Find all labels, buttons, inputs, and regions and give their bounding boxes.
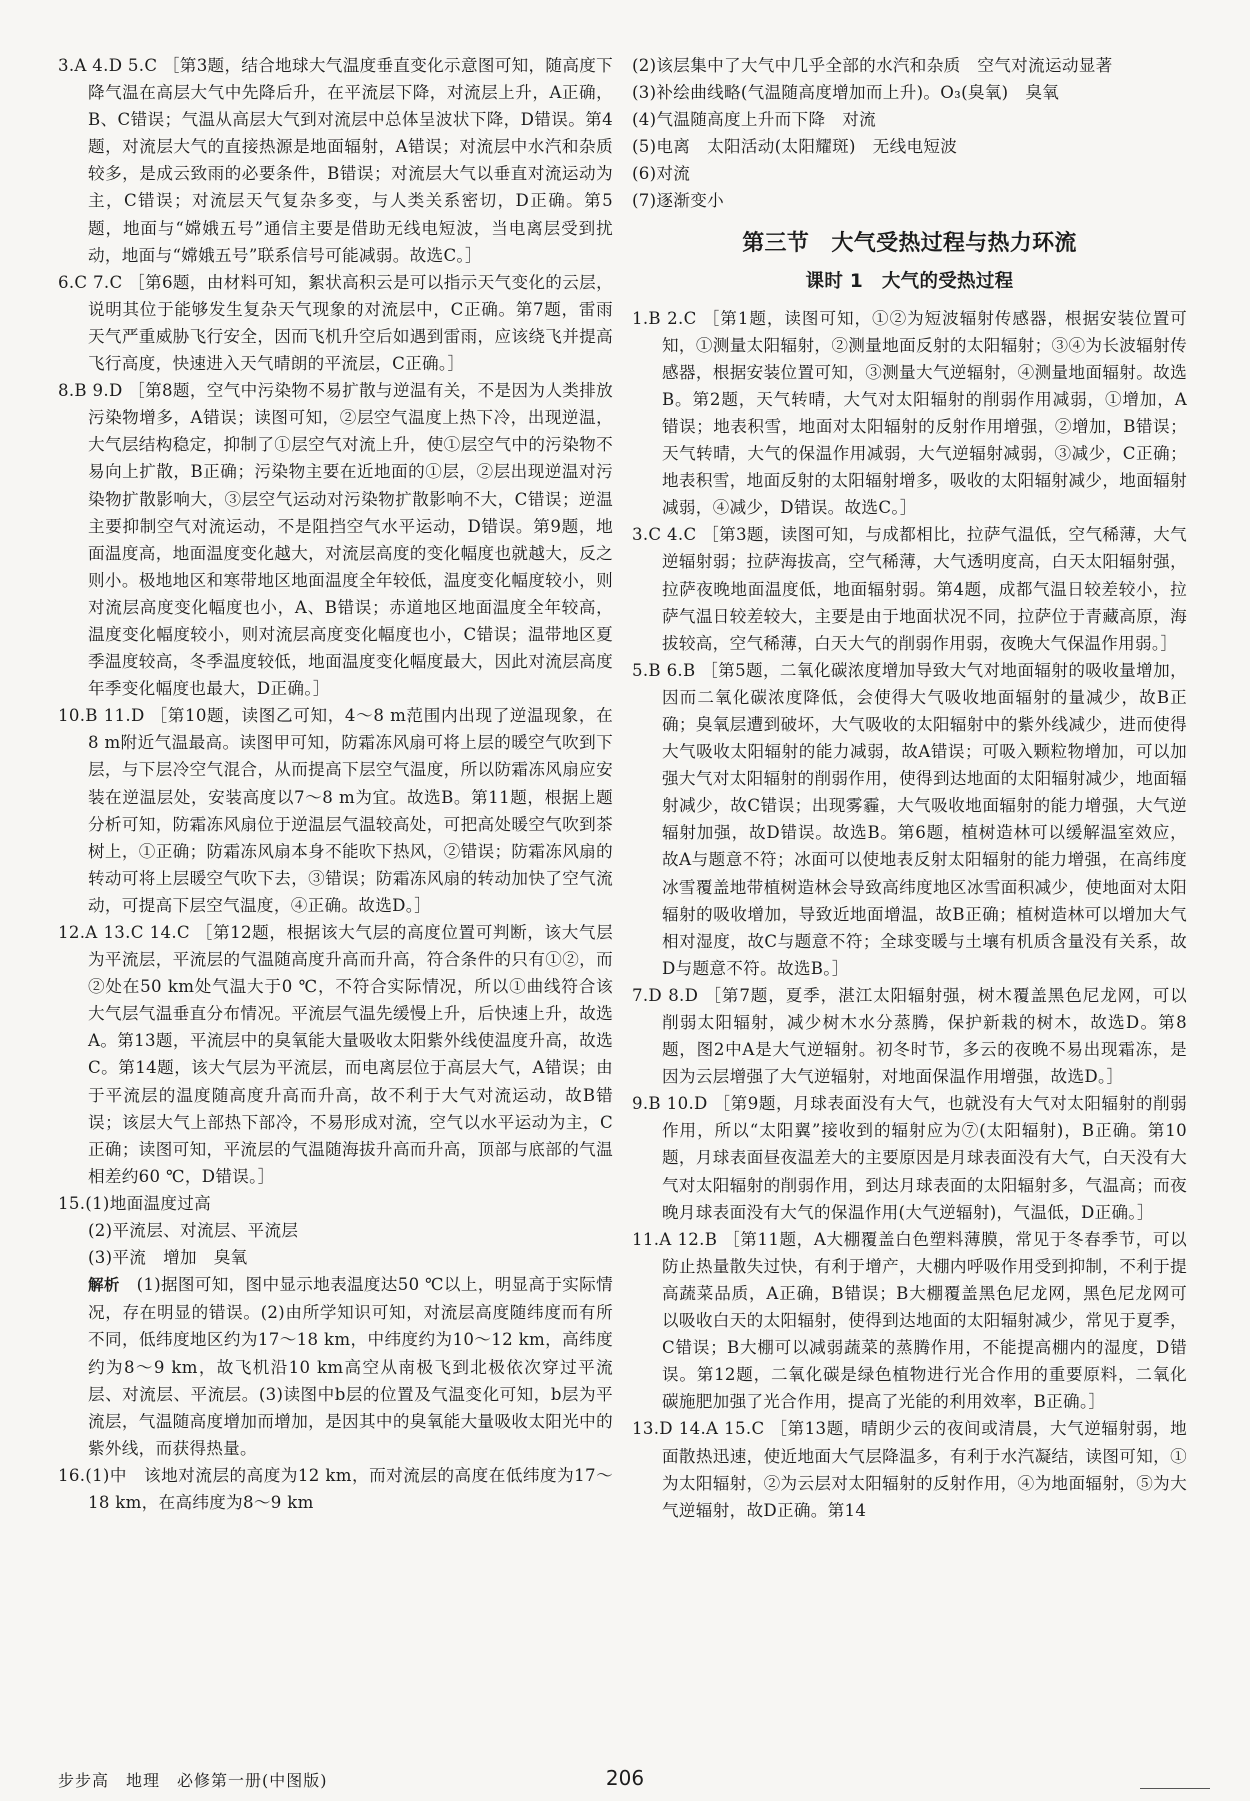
answer-item-5-6: 5.B 6.B ［第5题，二氧化碳浓度增加导致大气对地面辐射的吸收量增加，因而二氧化碳浓度降低，会使得大气吸收地面辐射的量减少，故B正确；臭氧层遭到破坏，大气吸收的太阳辐射中的紫外线减少，进而使得大气吸收太阳辐射的能力减弱，故A错误；可吸入颗粒物增加，可以加强大气对太阳辐射的削弱作用，使得到达地面的太阳辐射减少，地面辐射减少，故C错误；出现雾霾，大气吸收地面辐射的能力增强，大气逆辐射加强，故D错误。故选B。第6题，植树造林可以缓解温室效应，故A与题意不符；冰面可以使地表反射太阳辐射的能力增强，在高纬度冰雪覆盖地带植树造林会导致高纬度地区冰雪面积减少，使地面对太阳辐射的吸收增加，导致近地面增温，故B正确；植树造林可以增加大气相对湿度，故C与题意不符；全球变暖与土壤有机质含量没有关系，故D与题意不符。故选B。］ [632,660,1187,978]
answer-item-3-4: 3.C 4.C ［第3题，读图可知，与成都相比，拉萨气温低，空气稀薄，大气逆辐射弱；拉萨海拔高，空气稀薄，大气透明度高，白天太阳辐射强，拉萨夜晚地面温度低，地面辐射弱。第4题，成都气温日较差较小，拉萨气温日较差较大，主要是由于地面状况不同，拉萨位于青藏高原，海拔较高，空气稀薄，白天大气的削弱作用弱，夜晚大气保温作用弱。］ [632,525,1187,653]
answer-16-part-7: (7)逐渐变小 [632,191,724,211]
lesson-title: 课时 1 大气的受热过程 [805,270,1014,292]
answer-item-8-9: 8.B 9.D ［第8题，空气中污染物不易扩散与逆温有关，不是因为人类排放污染物增多，A错误；读图可知，②层空气温度上热下冷，出现逆温，大气层结构稳定，抑制了①层空气对流上升，使①层空气中的污染物不易向上扩散，B正确；污染物主要在近地面的①层，②层出现逆温对污染物扩散影响大，③层空气运动对污染物扩散影响不大，C错误；逆温主要抑制空气对流运动，不是阻挡空气水平运动，D错误。第9题，地面温度高，地面温度变化越大，对流层高度的变化幅度也就越大，反之则小。极地地区和寒带地区地面温度全年较低，温度变化幅度较小，则对流层高度变化幅度也小，A、B错误；赤道地区地面温度全年较高，温度变化幅度较小，则对流层高度变化幅度也小，C错误；温带地区夏季温度较高，冬季温度较低，地面温度变化幅度最大，因此对流层高度年季变化幅度也最大，D正确。］ [58,381,613,699]
right-column [632,52,1187,1524]
answer-item-3-5: 3.A 4.D 5.C ［第3题，结合地球大气温度垂直变化示意图可知，随高度下降气温在高层大气中先降后升，在平流层下降，对流层上升，A正确，B、C错误；气温从高层大气到对流层中总体呈波状下降，D错误。第4题，对流层大气的直接热源是地面辐射，A错误；对流层中水汽和杂质较多，是成云致雨的必要条件，B错误；对流层大气以垂直对流运动为主，C错误；对流层天气复杂多变，与人类关系密切，D正确。第5题，地面与“嫦娥五号”通信主要是借助无线电短波，当电离层受到扰动，地面与“嫦娥五号”联系信号可能减弱。故选C。］ [58,56,613,265]
answer-16-part-6: (6)对流 [632,164,691,184]
analysis-text: (1)据图可知，图中显示地表温度达50 ℃以上，明显高于实际情况，存在明显的错误。(2)由所学知识可知，对流层高度随纬度而有所不同，低纬度地区约为17～18 km，中纬度约为10～12 km，高纬度约为8～9 km，故飞机沿10 km高空从南极飞到北极依次穿过平流层、对流层、平流层。(3)读图中b层的位置及气温变化可知，b层为平流层，气温随高度增加而增加，是因其中的臭氧能大量吸收太阳光中的紫外线，而获得热量。 [88,1275,613,1458]
answer-16-part-2: (2)该层集中了大气中几乎全部的水汽和杂质 空气对流运动显著 [632,56,1113,75]
answer-item-6-7: 6.C 7.C ［第6题，由材料可知，絮状高积云是可以指示天气变化的云层，说明其位于能够发生复杂天气现象的对流层中，C正确。第7题，雷雨天气严重威胁飞行安全，因而飞机升空后如遇到雷雨，应该绕飞并提高飞行高度，快速进入天气晴朗的平流层，C正确。］ [58,272,613,374]
answer-item-7-8: 7.D 8.D ［第7题，夏季，湛江太阳辐射强，树木覆盖黑色尼龙网，可以削弱太阳辐射，减少树木水分蒸腾，保护新栽的树木，故选D。第8题，图2中A是大气逆辐射。初冬时节，多云的夜晚不易出现霜冻，是因为云层增强了大气逆辐射，对地面保温作用增强，故选D。］ [632,985,1187,1087]
analysis-label: 解析 [88,1276,120,1295]
answer-15-part-2: (2)平流层、对流层、平流层 [88,1221,299,1241]
analysis-15 [58,1271,613,1462]
answer-16-part-3: (3)补绘曲线略(气温随高度增加而上升)。O₃(臭氧) 臭氧 [632,83,1060,103]
answer-15-part-1: 15.(1)地面温度过高 [58,1193,212,1213]
answer-item-12-14: 12.A 13.C 14.C ［第12题，根据该大气层的高度位置可判断，该大气层为平流层，平流层的气温随高度升高而升高，符合条件的只有①②，而②处在50 km处气温大于0 ℃，不符合实际情况，所以①曲线符合该大气层气温垂直分布情况。平流层气温先缓慢上升，后快速上升，故选A。第13题，平流层中的臭氧能大量吸收太阳紫外线使温度升高，故选C。第14题，该大气层为平流层，而电离层位于高层大气，A错误；由于平流层的温度随高度升高而升高，故不利于大气对流运动，故B错误；该层大气上部热下部冷，不易形成对流，空气以水平运动为主，C正确；读图可知，平流层的气温随海拔升高而升高，顶部与底部的气温相差约60 ℃，D错误。］ [58,923,613,1186]
section-title: 第三节 大气受热过程与热力环流 [742,230,1077,256]
answer-item-11-12: 11.A 12.B ［第11题，A大棚覆盖白色塑料薄膜，常见于冬春季节，可以防止热量散失过快，有利于增产，大棚内呼吸作用受到抑制，不利于提高蔬菜品质，A正确，B错误；B大棚覆盖黑色尼龙网，黑色尼龙网可以吸收白天的太阳辐射，使得到达地面的太阳辐射减少，常见于夏季，C错误；B大棚可以减弱蔬菜的蒸腾作用，不能提高棚内的湿度，D错误。第12题，二氧化碳是绿色植物进行光合作用的重要原料，二氧化碳施肥加强了光合作用，提高了光能的利用效率，B正确。］ [632,1229,1187,1412]
left-column [58,52,613,1516]
answer-item-9-10: 9.B 10.D ［第9题，月球表面没有大气，也就没有大气对太阳辐射的削弱作用，所以“太阳翼”接收到的辐射应为⑦(太阳辐射)，B正确。第10题，月球表面昼夜温差大的主要原因是月球表面没有大气，白天没有大气对太阳辐射的削弱作用，到达月球表面的太阳辐射多，气温高；而夜晚月球表面没有大气的保温作用(大气逆辐射)，气温低，D正确。］ [632,1094,1187,1222]
footer-book-title: 步步高 地理 必修第一册(中图版) [58,1771,328,1790]
answer-16-part-5: (5)电离 太阳活动(太阳耀斑) 无线电短波 [632,137,958,157]
answer-16-part-4: (4)气温随高度上升而下降 对流 [632,110,877,130]
page-number: 206 [605,1766,645,1790]
answer-item-15 [58,1190,613,1271]
answer-item-13-15: 13.D 14.A 15.C ［第13题，晴朗少云的夜间或清晨，大气逆辐射弱，地面散热迅速，使近地面大气层降温多，有利于水汽凝结，读图可知，①为太阳辐射，②为云层对太阳辐射的反射作用，④为地面辐射，⑤为大气逆辐射，故D正确。第14 [632,1419,1187,1520]
answer-item-16: 16.(1)中 该地对流层的高度为12 km，而对流层的高度在低纬度为17～18 km，在高纬度为8～9 km [58,1465,613,1512]
answer-item-10-11: 10.B 11.D ［第10题，读图乙可知，4～8 m范围内出现了逆温现象，在8 m附近气温最高。读图甲可知，防霜冻风扇可将上层的暖空气吹到下层，与下层冷空气混合，从而提高下层空气温度，所以防霜冻风扇应安装在逆温层处，安装高度以7～8 m为宜。故选B。第11题，根据上题分析可知，防霜冻风扇位于逆温层气温较高处，可把高处暖空气吹到茶树上，①正确；防霜冻风扇本身不能吹下热风，②错误；防霜冻风扇的转动可将上层暖空气吹下去，③错误；防霜冻风扇的转动加快了空气流动，可提高下层空气温度，④正确。故选D。］ [58,706,613,915]
footer-divider [1140,1788,1210,1789]
answer-15-part-3: (3)平流 增加 臭氧 [88,1248,248,1268]
answer-item-1-2: 1.B 2.C ［第1题，读图可知，①②为短波辐射传感器，根据安装位置可知，①测量太阳辐射，②测量地面反射的太阳辐射；③④为长波辐射传感器，根据安装位置可知，③测量大气逆辐射，④测量地面辐射。故选B。第2题，天气转晴，大气对太阳辐射的削弱作用减弱，①增加，A错误；地表积雪，地面对太阳辐射的反射作用增强，②增加，B错误；天气转晴，大气的保温作用减弱，大气逆辐射减弱，③减少，C正确；地表积雪，地面反射的太阳辐射增多，吸收的太阳辐射减少，地面辐射减弱，④减少，D错误。故选C。］ [632,308,1187,518]
